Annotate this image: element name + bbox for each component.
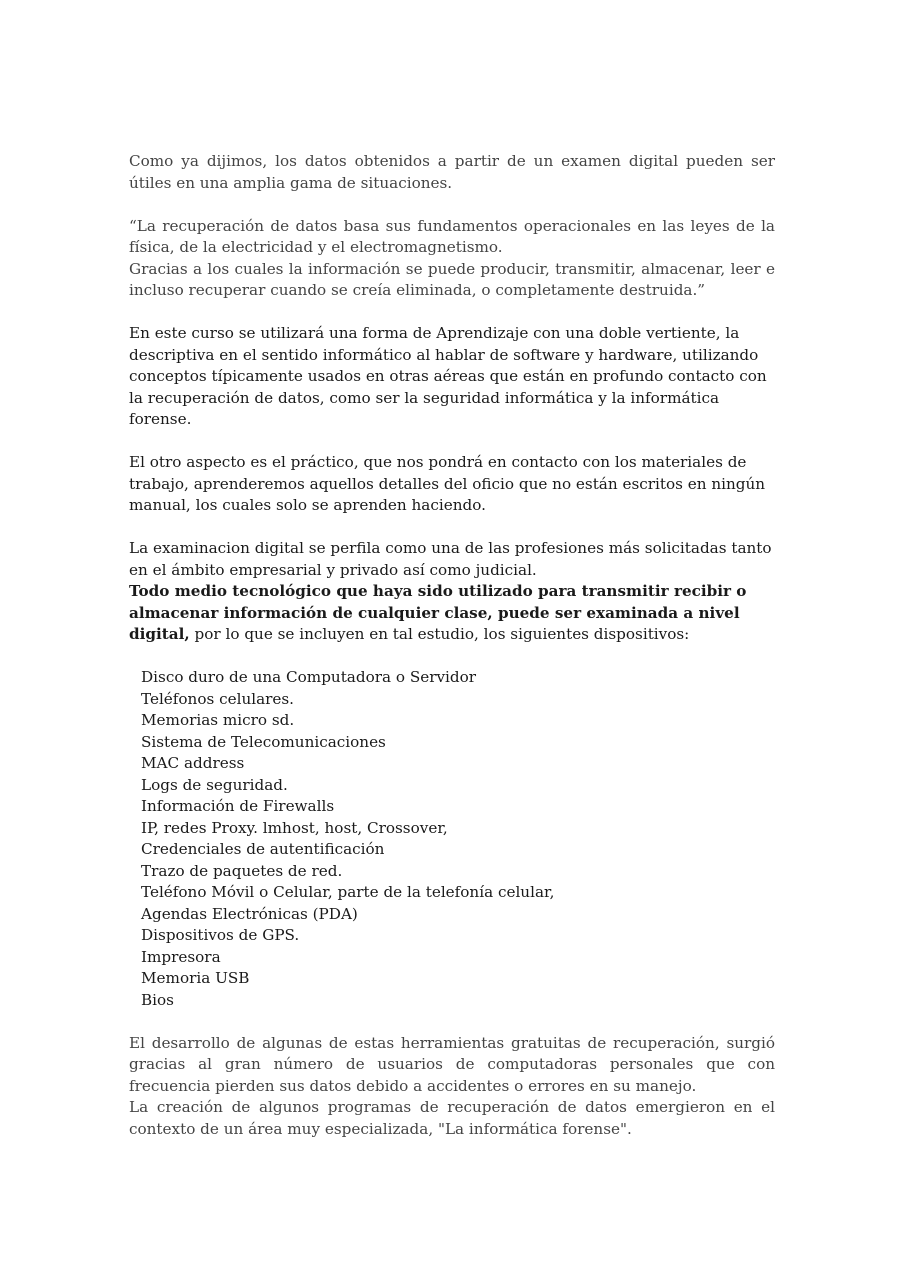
list-item: Dispositivos de GPS.: [141, 926, 300, 944]
list-item: Memorias micro sd.: [141, 711, 295, 729]
list-item: Teléfono Móvil o Celular, parte de la telefonía celular,: [141, 883, 555, 901]
list-item: MAC address: [141, 754, 245, 772]
paragraph-examination: [129, 538, 775, 646]
list-item: Bios: [141, 990, 174, 1009]
paragraph-practical: El otro aspecto es el práctico, que nos pondrá en contacto con los materiales de trabajo, aprenderemos aquellos detalles del oficio que no están escritos en ningún manual, los cuales solo se aprenden haciendo.: [129, 453, 766, 514]
tools-line-2: La creación de algunos programas de recuperación de datos emergieron en el contexto de un área muy especializada, "La informática forense".: [129, 1098, 775, 1138]
list-item: Impresora: [141, 947, 221, 966]
paragraph-quote: [129, 216, 775, 302]
quote-line-1: “La recuperación de datos basa sus fundamentos operacionales en las leyes de la física, de la electricidad y el electromagnetismo.: [129, 216, 775, 256]
device-list: [129, 667, 775, 1011]
paragraph-intro: Como ya dijimos, los datos obtenidos a partir de un examen digital pueden ser útiles en una amplia gama de situaciones.: [129, 152, 775, 192]
quote-line-2: Gracias a los cuales la información se puede producir, transmitir, almacenar, leer e incluso recuperar cuando se creía eliminada, o completamente destruida.”: [129, 259, 775, 299]
examination-rest: por lo que se incluyen en tal estudio, los siguientes dispositivos:: [189, 625, 690, 643]
list-item: Disco duro de una Computadora o Servidor: [141, 668, 477, 686]
list-item: Logs de seguridad.: [141, 775, 288, 794]
list-item: Memoria USB: [141, 969, 250, 987]
examination-line: La examinacion digital se perfila como una de las profesiones más solicitadas tanto en el ámbito empresarial y privado así como judicial.: [129, 539, 772, 579]
list-item: Sistema de Telecomunicaciones: [141, 732, 386, 751]
tools-line-1: El desarrollo de algunas de estas herramientas gratuitas de recuperación, surgió gracias al gran número de usuarios de computadoras personales que con frecuencia pierden sus datos debido a accidentes o errores en su manejo.: [129, 1033, 775, 1095]
list-item: Trazo de paquetes de red.: [141, 861, 343, 880]
examination-bold-statement: Todo medio tecnológico que haya sido utilizado para transmitir recibir o almacenar información de cualquier clase, puede ser examinada a nivel digital,: [129, 582, 747, 643]
paragraph-course: En este curso se utilizará una forma de Aprendizaje con una doble vertiente, la descriptiva en el sentido informático al hablar de software y hardware, utilizando conceptos típicamente usados en otras aéreas que están en profundo contacto con la recuperación de datos, como ser la seguridad informática y la informática forense.: [129, 324, 767, 428]
list-item: IP, redes Proxy. lmhost, host, Crossover,: [141, 818, 448, 837]
list-item: Teléfonos celulares.: [141, 689, 295, 708]
list-item: Información de Firewalls: [141, 797, 335, 815]
list-item: Credenciales de autentificación: [141, 840, 385, 858]
list-item: Agendas Electrónicas (PDA): [141, 904, 358, 923]
document-page: [129, 151, 775, 1162]
paragraph-tools: [129, 1033, 775, 1141]
